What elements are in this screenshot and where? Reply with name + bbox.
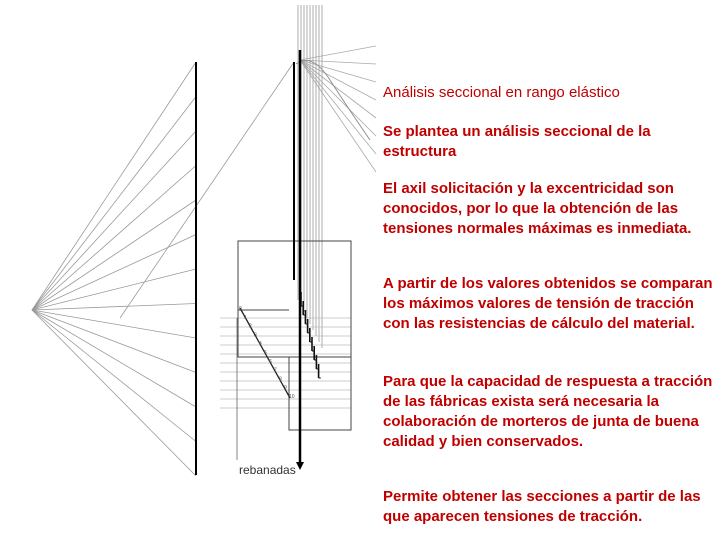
slice-marker: 0 bbox=[239, 306, 242, 312]
curve-ray bbox=[300, 60, 376, 172]
paragraph-2: El axil solicitación y la excentricidad son conocidos, por lo que la obtención de las tensiones normales máximas es inmediata. bbox=[383, 180, 692, 237]
closing-ray bbox=[120, 62, 294, 318]
curve-ray bbox=[300, 60, 376, 100]
slice-marker: 10 bbox=[289, 394, 295, 400]
paragraph-5: Permite obtener las secciones a partir de las que aparecen tensiones de tracción. bbox=[383, 488, 701, 525]
arrow-head-icon bbox=[296, 462, 304, 470]
slice-marker: 2 bbox=[249, 323, 252, 330]
curve-ray bbox=[300, 60, 376, 118]
paragraph-4: Para que la capacidad de respuesta a tracción de las fábricas exista será necesaria la colaboración de morteros de junta de buena calidad y bien conservados. bbox=[383, 373, 713, 450]
fan-ray bbox=[32, 62, 196, 310]
slice-marker: 8 bbox=[279, 376, 282, 383]
slice-lines bbox=[220, 318, 351, 408]
slice-marker: 5 bbox=[264, 350, 267, 356]
slice-marker: 1 bbox=[244, 314, 247, 321]
fan-ray bbox=[32, 310, 196, 373]
fan-ray bbox=[32, 310, 196, 476]
slice-marker: 9 bbox=[284, 385, 287, 392]
fan-ray bbox=[32, 304, 196, 311]
curve-ray bbox=[300, 60, 376, 154]
fan-ray bbox=[32, 166, 196, 311]
slide-heading: Análisis seccional en rango elástico bbox=[383, 84, 620, 101]
slice-marker: 6 bbox=[269, 358, 272, 365]
slice-label: rebanadas bbox=[239, 463, 296, 477]
fan-ray bbox=[32, 269, 196, 310]
slice-marker: 4 bbox=[259, 341, 262, 348]
fan-ray bbox=[32, 200, 196, 310]
section-outline-base bbox=[289, 357, 351, 430]
stress-steps bbox=[301, 292, 321, 378]
right-force-fan bbox=[296, 46, 376, 172]
slice-marker: 3 bbox=[254, 332, 257, 339]
slice-marker: 7 bbox=[274, 367, 277, 374]
curve-ray bbox=[300, 46, 376, 60]
fan-ray bbox=[32, 310, 196, 338]
fan-ray bbox=[32, 97, 196, 311]
fan-ray bbox=[32, 310, 196, 442]
paragraph-1: Se plantea un análisis seccional de la estructura bbox=[383, 123, 651, 160]
left-force-fan bbox=[32, 62, 294, 476]
paragraph-3: A partir de los valores obtenidos se comparan los máximos valores de tensión de tracción con las resistencias de cálculo del material. bbox=[383, 275, 713, 332]
fan-ray bbox=[32, 131, 196, 310]
